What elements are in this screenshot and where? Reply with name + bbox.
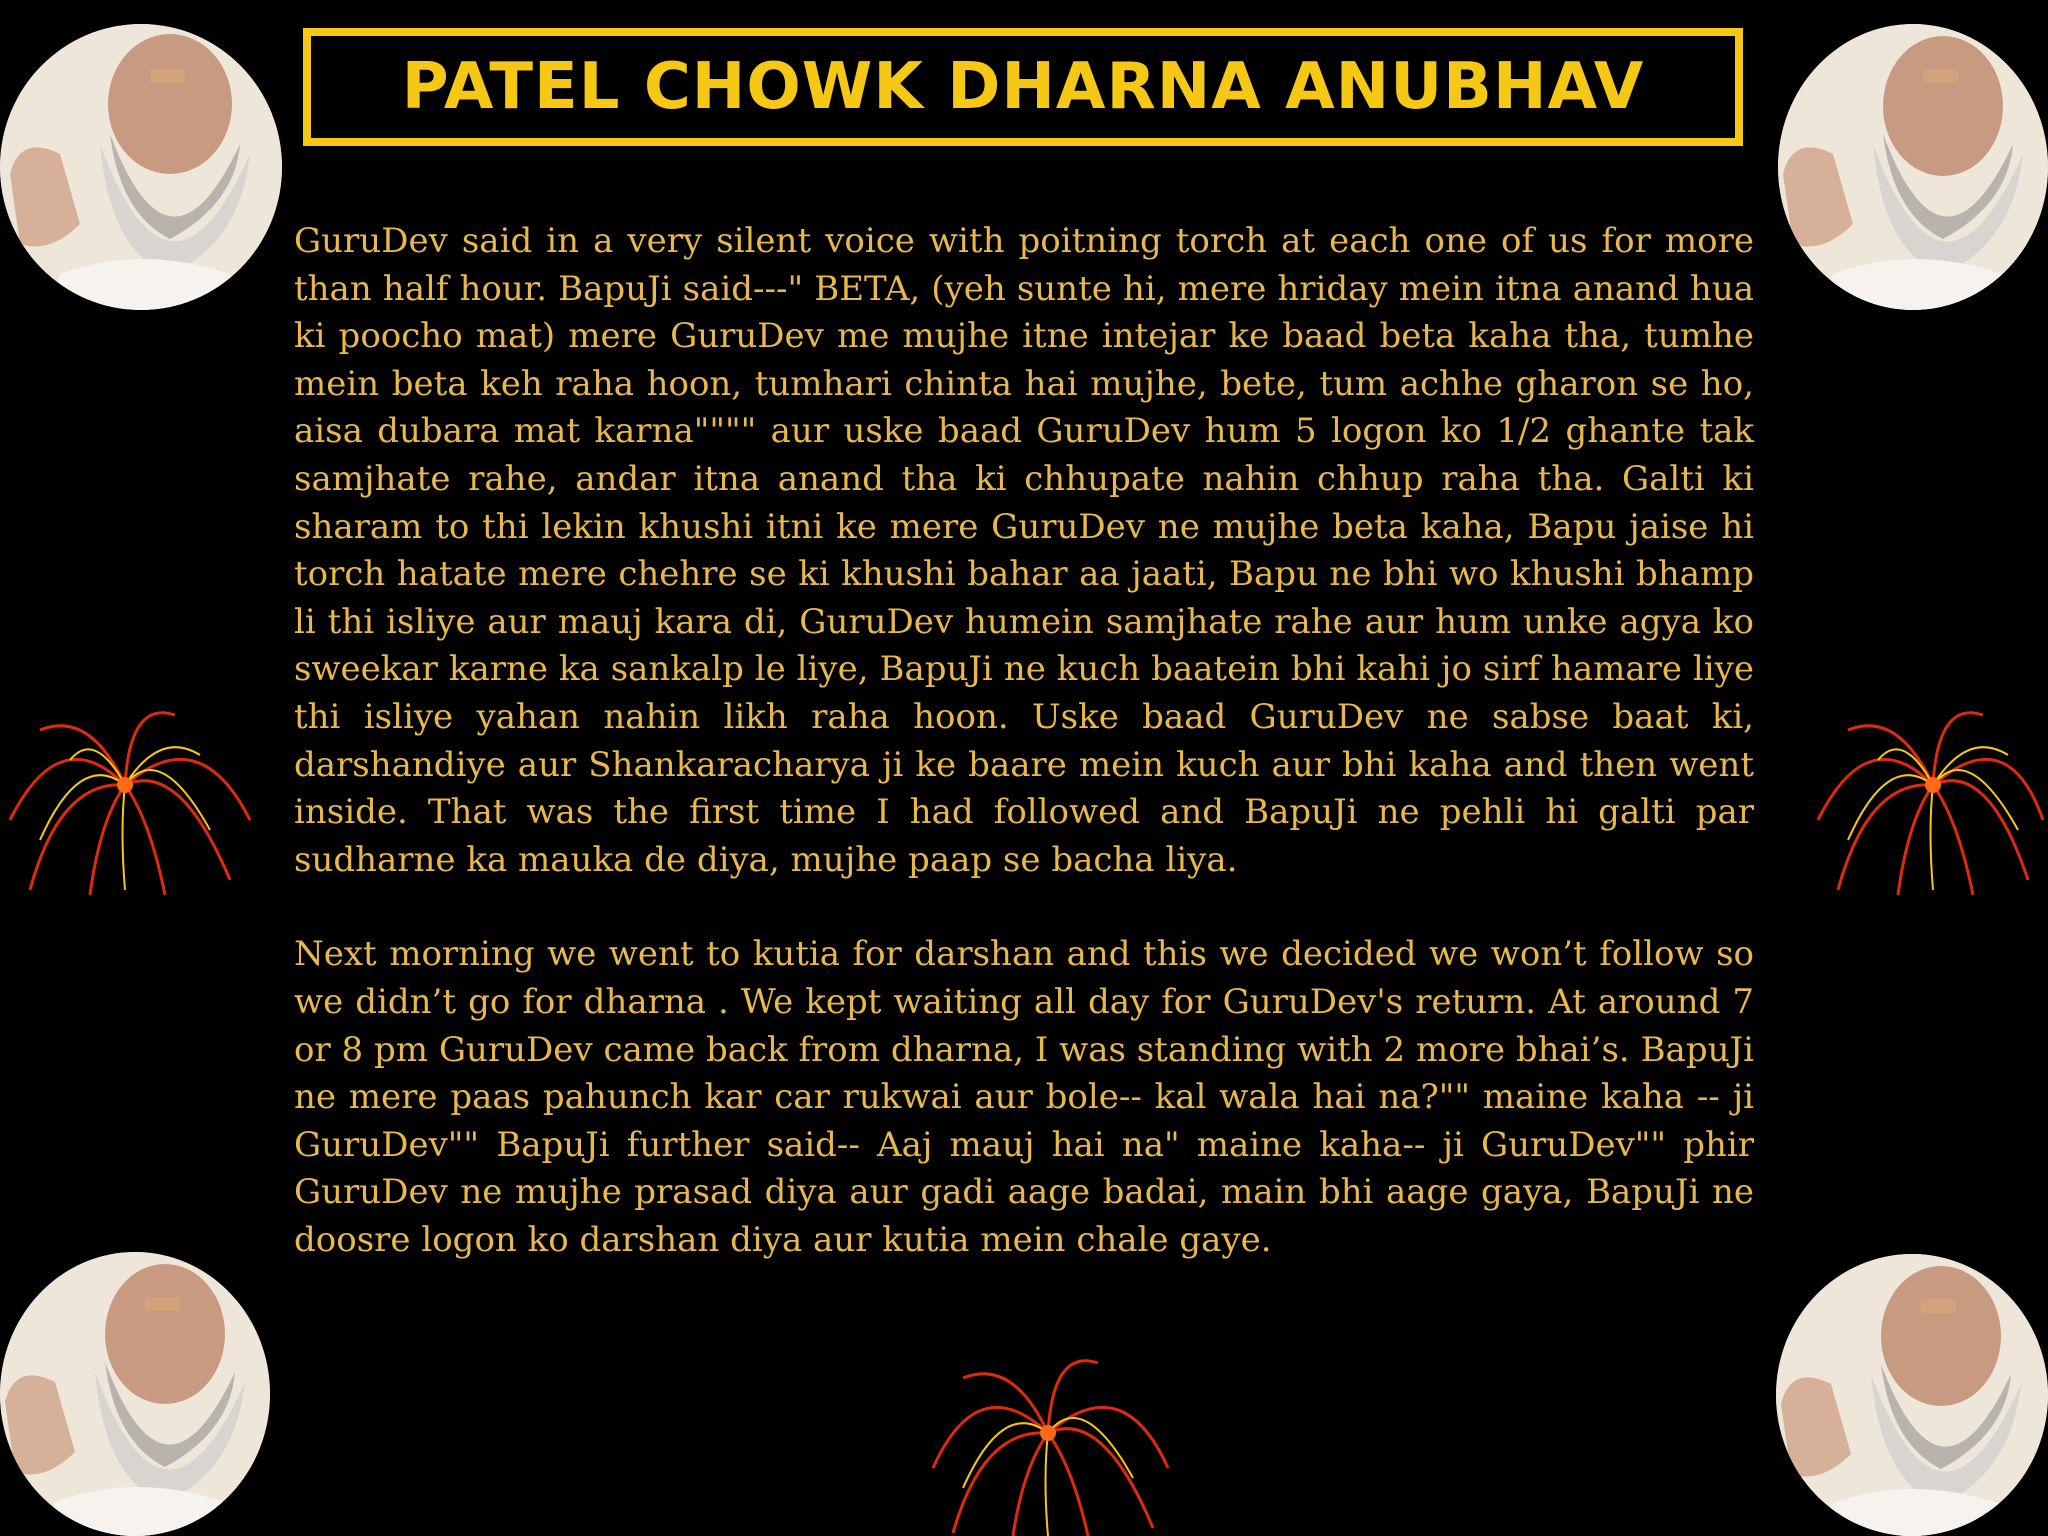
article-body [294,218,1754,1264]
saint-portrait-icon [1776,1254,2048,1536]
firework-right-icon [1808,700,2048,900]
saint-portrait-icon [0,1252,270,1536]
page-title: PATEL CHOWK DHARNA ANUBHAV [401,50,1645,124]
paragraph: GuruDev said in a very silent voice with poitning torch at each one of us for more than half hour. BapuJi said---" BETA, (yeh sunte hi, mere hriday mein itna anand hua ki poocho mat) mere GuruDev me mujhe itne intejar ke baad beta kaha tha, tumhe mein beta keh raha hoon, tumhari chinta hai mujhe, bete, tum achhe gharon se ho, aisa dubara mat karna"""" aur uske baad GuruDev hum 5 logon ko 1/2 ghante tak samjhate rahe, andar itna anand tha ki chhupate nahin chhup raha tha. Galti ki sharam to thi lekin khushi itni ke mere GuruDev ne mujhe beta kaha, Bapu jaise hi torch hatate mere chehre se ki khushi bahar aa jaati, Bapu ne bhi wo khushi bhamp li thi isliye aur mauj kara di, GuruDev humein samjhate rahe aur hum unke agya ko sweekar karne ka sankalp le liye, BapuJi ne kuch baatein bhi kahi jo sirf hamare liye thi isliye yahan nahin likh raha hoon. Uske baad GuruDev ne sabse baat ki, darshandiye aur Shankaracharya ji ke baare mein kuch aur bhi kaha and then went inside. That was the first time I had followed and BapuJi ne pehli hi galti par sudharne ka mauka de diya, mujhe paap se bacha liya. [294,221,1754,880]
firework-left-icon [0,700,260,900]
portrait-top-right [1778,24,2048,310]
portrait-bottom-right [1776,1254,2048,1536]
portrait-bottom-left [0,1252,270,1536]
saint-portrait-icon [0,24,282,310]
paragraph: Next morning we went to kutia for darshan and this we decided we won’t follow so we didn’t go for dharna . We kept waiting all day for GuruDev's return. At around 7 or 8 pm GuruDev came back from dharna, I was standing with 2 more bhai’s. BapuJi ne mere paas pahunch kar car rukwai aur bole-- kal wala hai na?"" maine kaha -- ji GuruDev"" BapuJi further said-- Aaj mauj hai na" maine kaha-- ji GuruDev"" phir GuruDev ne mujhe prasad diya aur gadi aage badai, main bhi aage gaya, BapuJi ne doosre logon ko darshan diya aur kutia mein chale gaye. [294,934,1754,1260]
portrait-top-left [0,24,282,310]
saint-portrait-icon [1778,24,2048,310]
title-frame [303,28,1743,146]
firework-bottom-center-icon [918,1348,1178,1536]
